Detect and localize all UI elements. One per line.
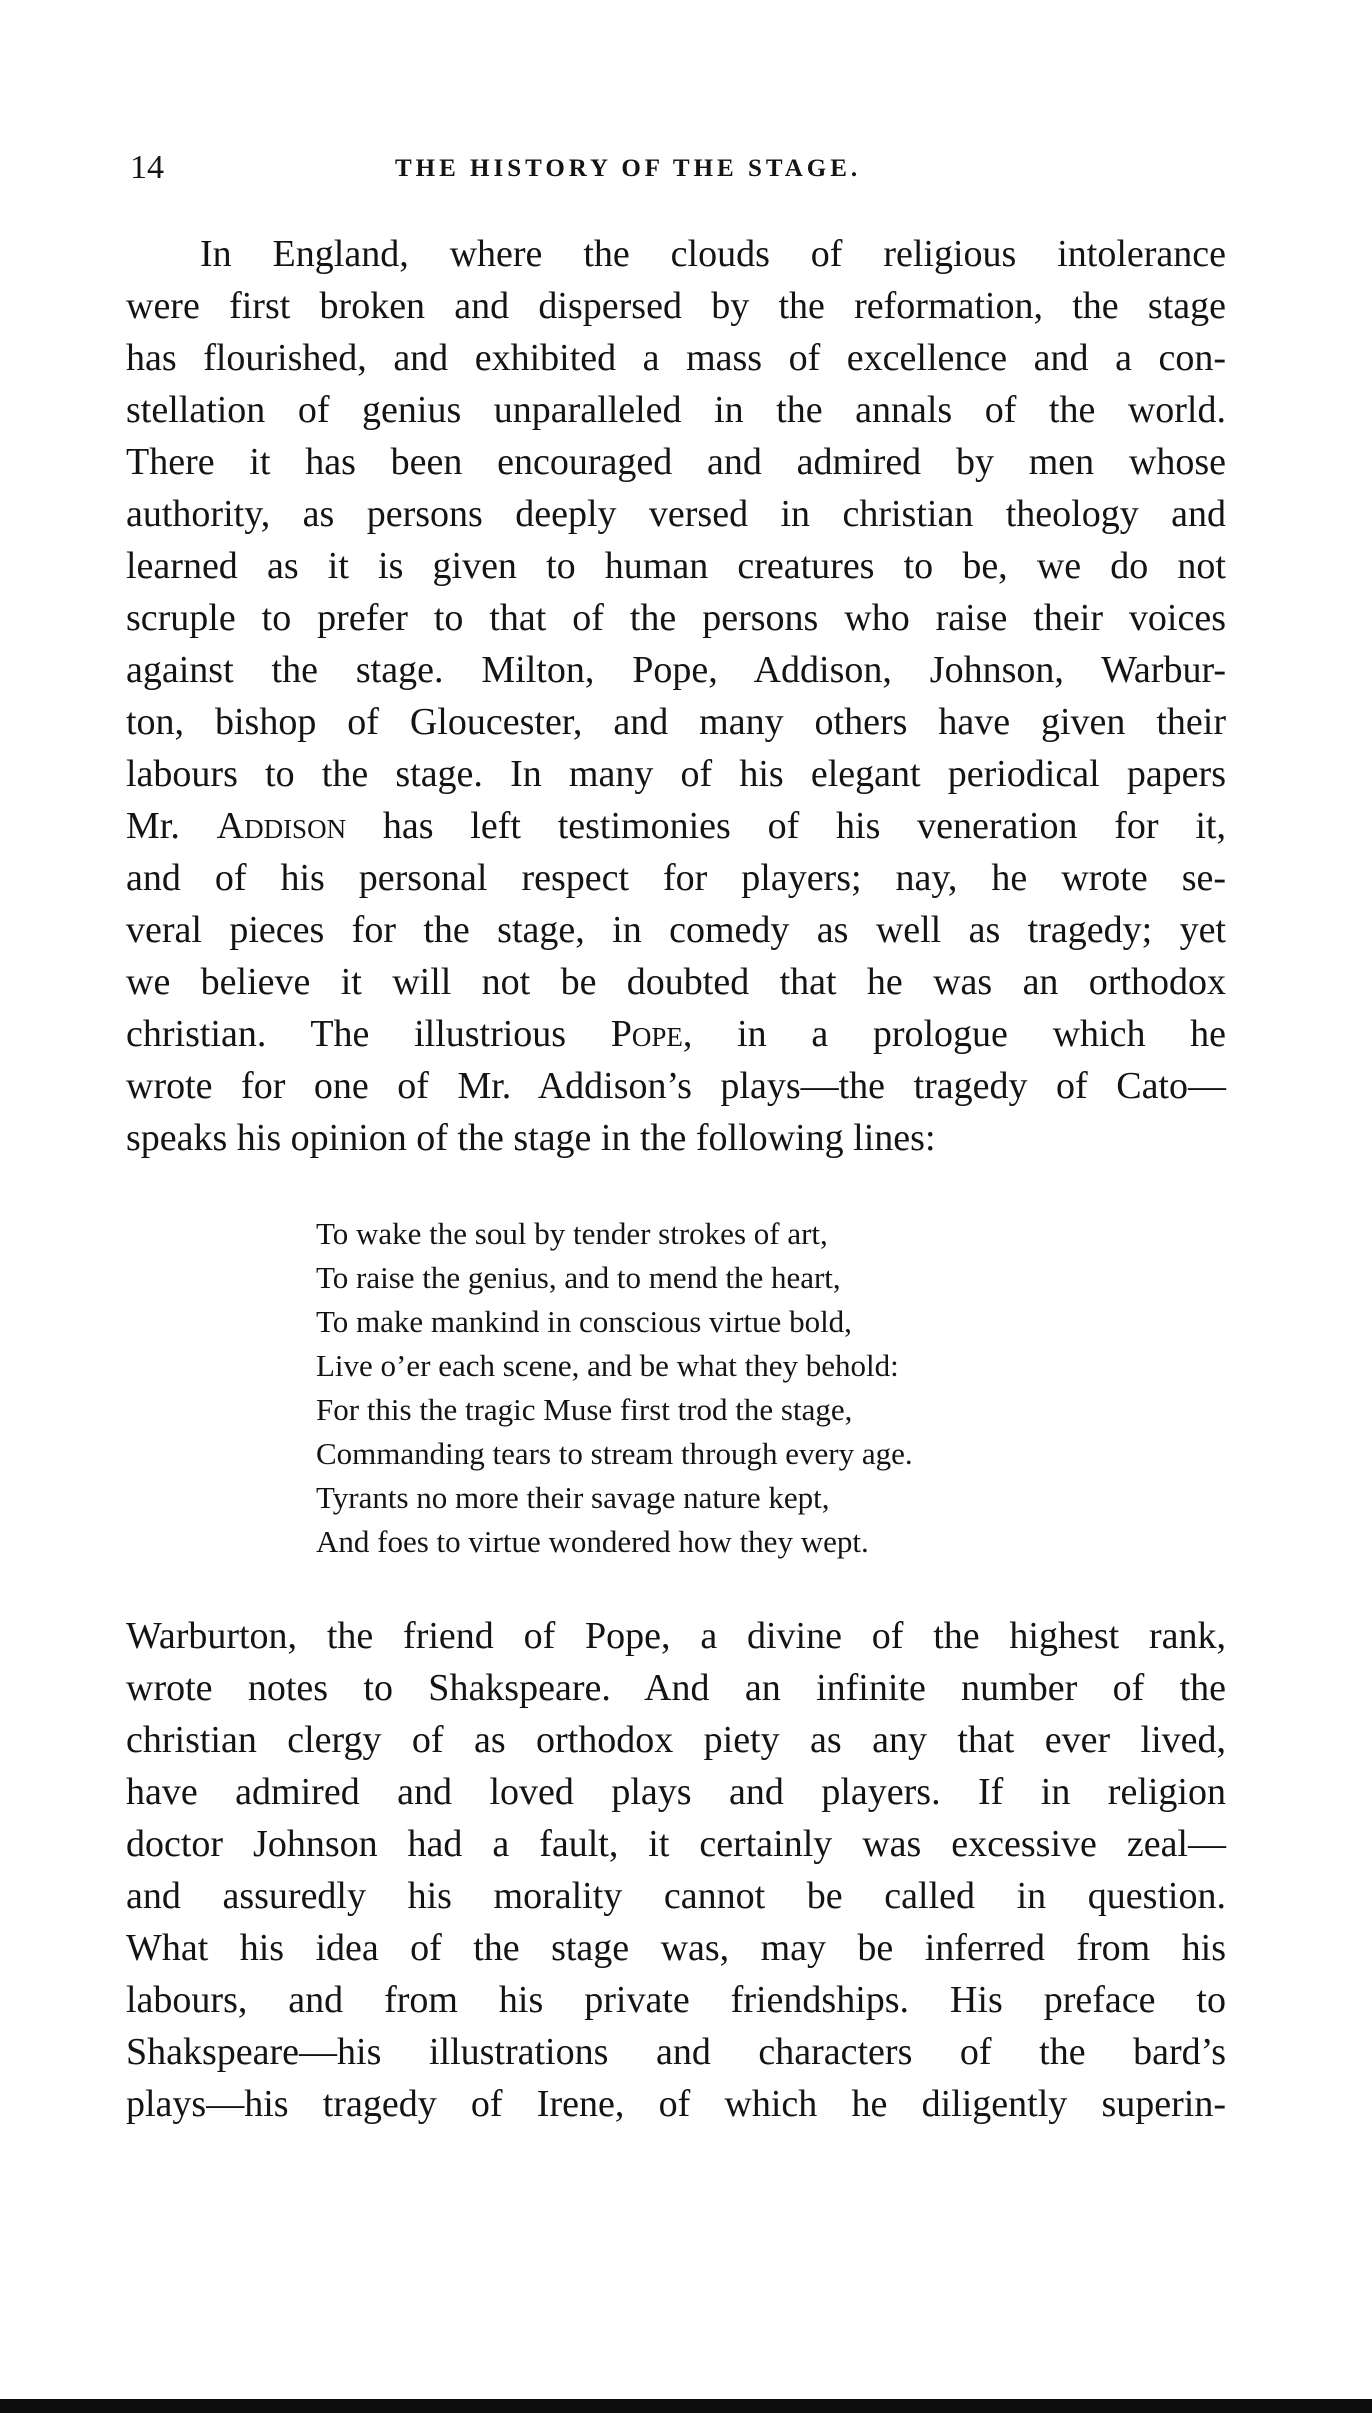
- text-line: authority, as persons deeply versed in christian theology and: [126, 493, 1226, 535]
- page-header: [130, 148, 1230, 198]
- text-line: Shakspeare—his illustrations and characters of the bard’s: [126, 2031, 1226, 2073]
- text-line: veral pieces for the stage, in comedy as well as tragedy; yet: [126, 909, 1226, 951]
- text-line: labours to the stage. In many of his elegant periodical papers: [126, 753, 1226, 795]
- verse-line: For this the tragic Muse first trod the stage,: [316, 1392, 853, 1427]
- text-line: Warburton, the friend of Pope, a divine of the highest rank,: [126, 1615, 1226, 1657]
- text-line: have admired and loved plays and players. If in religion: [126, 1771, 1226, 1813]
- text-line: stellation of genius unparalleled in the annals of the world.: [126, 389, 1226, 431]
- text-fragment: has left testimonies of his veneration for it,: [346, 805, 1226, 847]
- text-line: and of his personal respect for players; nay, he wrote se-: [126, 857, 1226, 899]
- text-fragment: , in a prologue which he: [682, 1013, 1226, 1055]
- verse-line: Live o’er each scene, and be what they behold:: [316, 1348, 899, 1383]
- text-line-addison: [126, 800, 1226, 852]
- text-line: scruple to prefer to that of the persons who raise their voices: [126, 597, 1226, 639]
- text-line: In England, where the clouds of religious intolerance: [200, 233, 1226, 275]
- text-line: What his idea of the stage was, may be inferred from his: [126, 1927, 1226, 1969]
- verse-line: To wake the soul by tender strokes of art,: [316, 1216, 828, 1251]
- text-line: against the stage. Milton, Pope, Addison, Johnson, Warbur-: [126, 649, 1226, 691]
- text-fragment: Mr.: [126, 805, 217, 847]
- text-line: There it has been encouraged and admired by men whose: [126, 441, 1226, 483]
- text-line: learned as it is given to human creatures to be, we do not: [126, 545, 1226, 587]
- text-line: doctor Johnson had a fault, it certainly was excessive zeal—: [126, 1823, 1226, 1865]
- text-line-pope: [126, 1008, 1226, 1060]
- text-fragment: christian. The illustrious: [126, 1013, 611, 1055]
- verse-line: And foes to virtue wondered how they wept.: [316, 1524, 869, 1559]
- text-line: were first broken and dispersed by the reformation, the stage: [126, 285, 1226, 327]
- name-pope: Pope: [610, 1013, 683, 1055]
- name-addison: Addison: [216, 805, 347, 847]
- text-line: labours, and from his private friendships. His preface to: [126, 1979, 1226, 2021]
- scan-edge-bar: [0, 2399, 1372, 2413]
- text-line: and assuredly his morality cannot be called in question.: [126, 1875, 1226, 1917]
- text-line: christian clergy of as orthodox piety as any that ever lived,: [126, 1719, 1226, 1761]
- verse-line: To make mankind in conscious virtue bold,: [316, 1304, 852, 1339]
- text-line: ton, bishop of Gloucester, and many others have given their: [126, 701, 1226, 743]
- verse-line: Commanding tears to stream through every age.: [316, 1436, 913, 1471]
- text-line: wrote for one of Mr. Addison’s plays—the tragedy of Cato—: [126, 1065, 1226, 1107]
- text-line: plays—his tragedy of Irene, of which he diligently superin-: [126, 2083, 1226, 2125]
- verse-line: Tyrants no more their savage nature kept,: [316, 1480, 830, 1515]
- text-line: has flourished, and exhibited a mass of excellence and a con-: [126, 337, 1226, 379]
- running-title: THE HISTORY OF THE STAGE.: [395, 155, 862, 182]
- text-line: we believe it will not be doubted that he was an orthodox: [126, 961, 1226, 1003]
- text-line: speaks his opinion of the stage in the following lines:: [126, 1117, 936, 1159]
- page-number: 14: [130, 149, 164, 186]
- verse-line: To raise the genius, and to mend the heart,: [316, 1260, 841, 1295]
- text-line: wrote notes to Shakspeare. And an infinite number of the: [126, 1667, 1226, 1709]
